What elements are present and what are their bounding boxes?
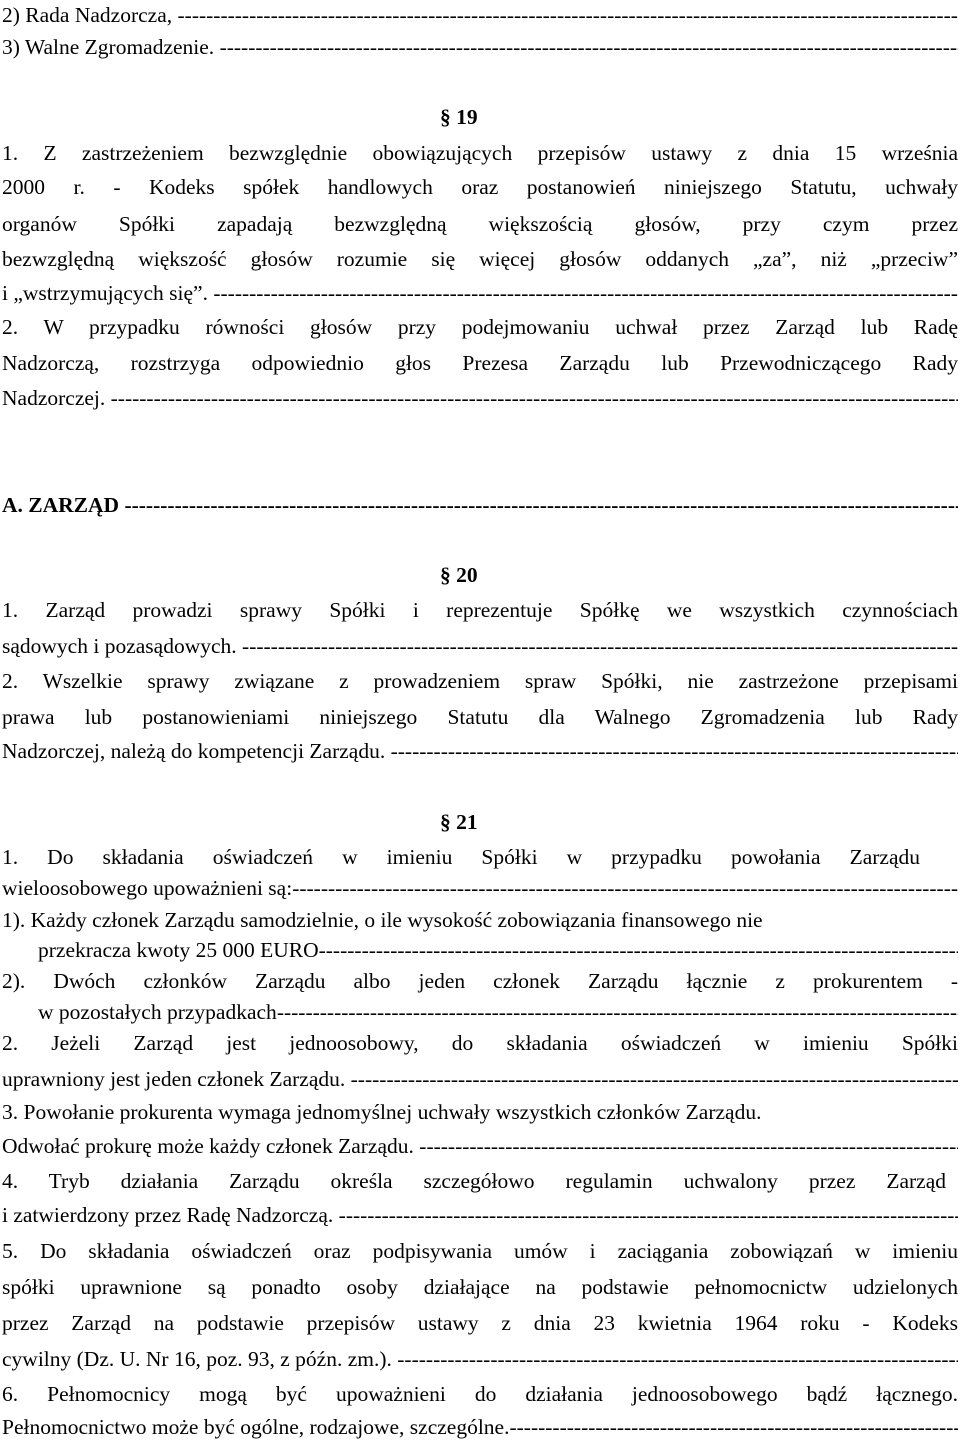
body-line: 2). Dwóch członków Zarządu albo jeden członek Zarządu łącznie z prokurentem - [2, 969, 958, 993]
body-line: przez Zarząd na podstawie przepisów ustawy z dnia 23 kwietnia 1964 roku - Kodeks [2, 1311, 958, 1335]
body-line: wieloosobowego upoważnieni są: ----- [2, 875, 958, 901]
body-line: organów Spółki zapadają bezwzględną większością głosów, przy czym przez [2, 212, 958, 236]
body-line: Nadzorczej. ----- [2, 385, 958, 411]
section-heading-20: § 20 [440, 563, 478, 587]
section-heading-21: § 21 [440, 810, 478, 834]
body-line: uprawniony jest jeden członek Zarządu. ----- [2, 1066, 958, 1092]
body-line: Nadzorczą, rozstrzyga odpowiednio głos Prezesa Zarządu lub Przewodniczącego Rady [2, 351, 958, 375]
body-line: cywilny (Dz. U. Nr 16, poz. 93, z późn. zm.). ----- [2, 1346, 958, 1372]
body-line: Pełnomocnictwo może być ogólne, rodzajowe, szczególne. ----- [2, 1414, 958, 1440]
body-line: Odwołać prokurę może każdy członek Zarządu. ----- [2, 1133, 958, 1159]
section-heading-19: § 19 [440, 105, 478, 129]
body-line: i „wstrzymujących się”. ----- [2, 280, 958, 306]
body-line: 2) Rada Nadzorcza, ----- [2, 2, 958, 28]
body-line: 2000 r. - Kodeks spółek handlowych oraz postanowień niniejszego Statutu, uchwały [2, 175, 958, 199]
body-line: 1). Każdy członek Zarządu samodzielnie, o ile wysokość zobowiązania finansowego nie [2, 908, 763, 932]
body-line: 3) Walne Zgromadzenie. ----- [2, 34, 958, 60]
body-line: 1. Do składania oświadczeń w imieniu Spółki w przypadku powołania Zarządu [2, 845, 920, 869]
body-line: 2. Jeżeli Zarząd jest jednoosobowy, do składania oświadczeń w imieniu Spółki [2, 1031, 958, 1055]
body-line: w pozostałych przypadkach ----- [38, 999, 958, 1025]
body-line: spółki uprawnione są ponadto osoby działające na podstawie pełnomocnictw udzielonych [2, 1275, 958, 1299]
body-line: 1. Zarząd prowadzi sprawy Spółki i reprezentuje Spółkę we wszystkich czynnościach [2, 598, 958, 622]
body-line: 4. Tryb działania Zarządu określa szczegółowo regulamin uchwalony przez Zarząd [2, 1169, 946, 1193]
body-line: 5. Do składania oświadczeń oraz podpisywania umów i zaciągania zobowiązań w imieniu [2, 1239, 958, 1263]
body-line: i zatwierdzony przez Radę Nadzorczą. ----- [2, 1202, 958, 1228]
body-line: sądowych i pozasądowych. ----- [2, 633, 958, 659]
body-line: 1. Z zastrzeżeniem bezwzględnie obowiązujących przepisów ustawy z dnia 15 września [2, 141, 958, 165]
body-line: Nadzorczej, należą do kompetencji Zarządu. ----- [2, 738, 958, 764]
body-line: prawa lub postanowieniami niniejszego Statutu dla Walnego Zgromadzenia lub Rady [2, 705, 958, 729]
body-line: bezwzględną większość głosów rozumie się więcej głosów oddanych „za”, niż „przeciw” [2, 247, 958, 271]
body-line: przekracza kwoty 25 000 EURO ----- [38, 937, 958, 963]
body-line: 6. Pełnomocnicy mogą być upoważnieni do działania jednoosobowego bądź łącznego. [2, 1382, 958, 1406]
chapter-heading: A. ZARZĄD ----- [2, 492, 958, 518]
body-line: 2. Wszelkie sprawy związane z prowadzeniem spraw Spółki, nie zastrzeżone przepisami [2, 669, 958, 693]
body-line: 2. W przypadku równości głosów przy podejmowaniu uchwał przez Zarząd lub Radę [2, 315, 958, 339]
body-line: 3. Powołanie prokurenta wymaga jednomyślnej uchwały wszystkich członków Zarządu. [2, 1100, 762, 1124]
